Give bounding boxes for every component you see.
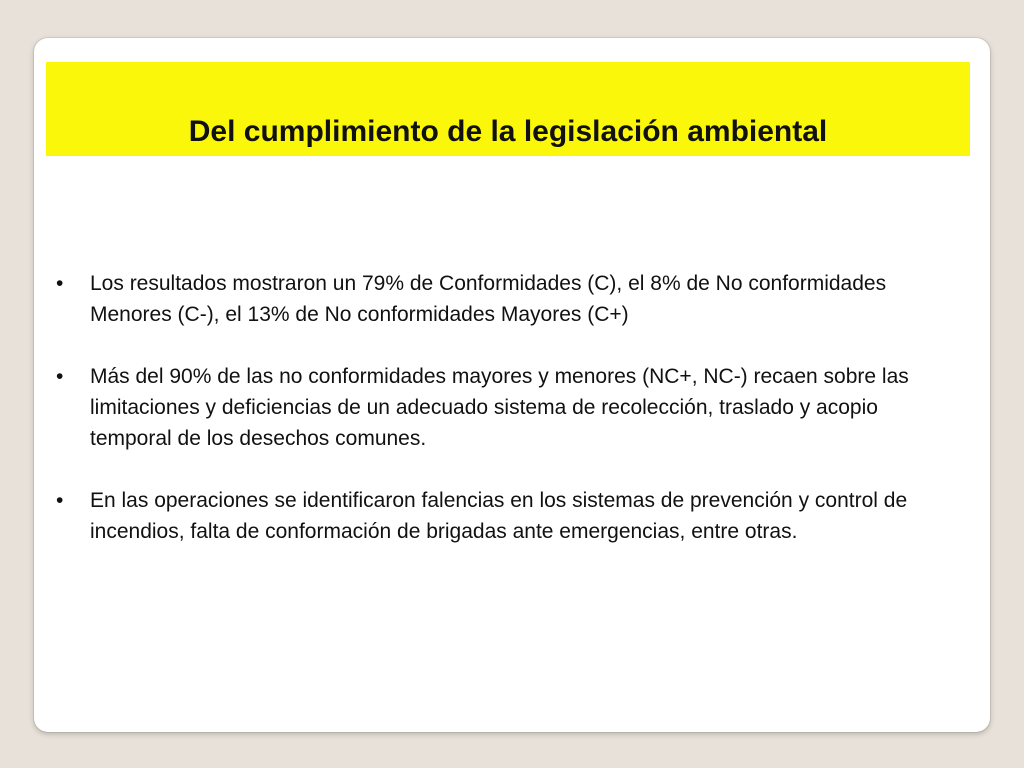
bullet-item [54, 268, 954, 330]
bullet-text: Los resultados mostraron un 79% de Conformidades (C), el 8% de No conformidades Menores (C-), el 13% de No conformidades Mayores (C+) [90, 272, 887, 326]
bullet-text: Más del 90% de las no conformidades mayores y menores (NC+, NC-) recaen sobre las limitaciones y deficiencias de un adecuado sistema de recolección, traslado y acopio temporal de los desechos comunes. [90, 365, 909, 450]
bullet-list [54, 268, 954, 578]
bullet-marker: • [56, 365, 64, 388]
bullet-text: En las operaciones se identificaron falencias en los sistemas de prevención y control de incendios, falta de conformación de brigadas ante emergencias, entre otras. [90, 489, 908, 543]
bullet-item [54, 361, 954, 454]
bullet-marker: • [56, 489, 64, 512]
slide [34, 38, 990, 732]
bullet-marker: • [56, 272, 64, 295]
title-band [46, 62, 970, 156]
bullet-item [54, 485, 954, 547]
slide-title: Del cumplimiento de la legislación ambiental [188, 115, 828, 148]
